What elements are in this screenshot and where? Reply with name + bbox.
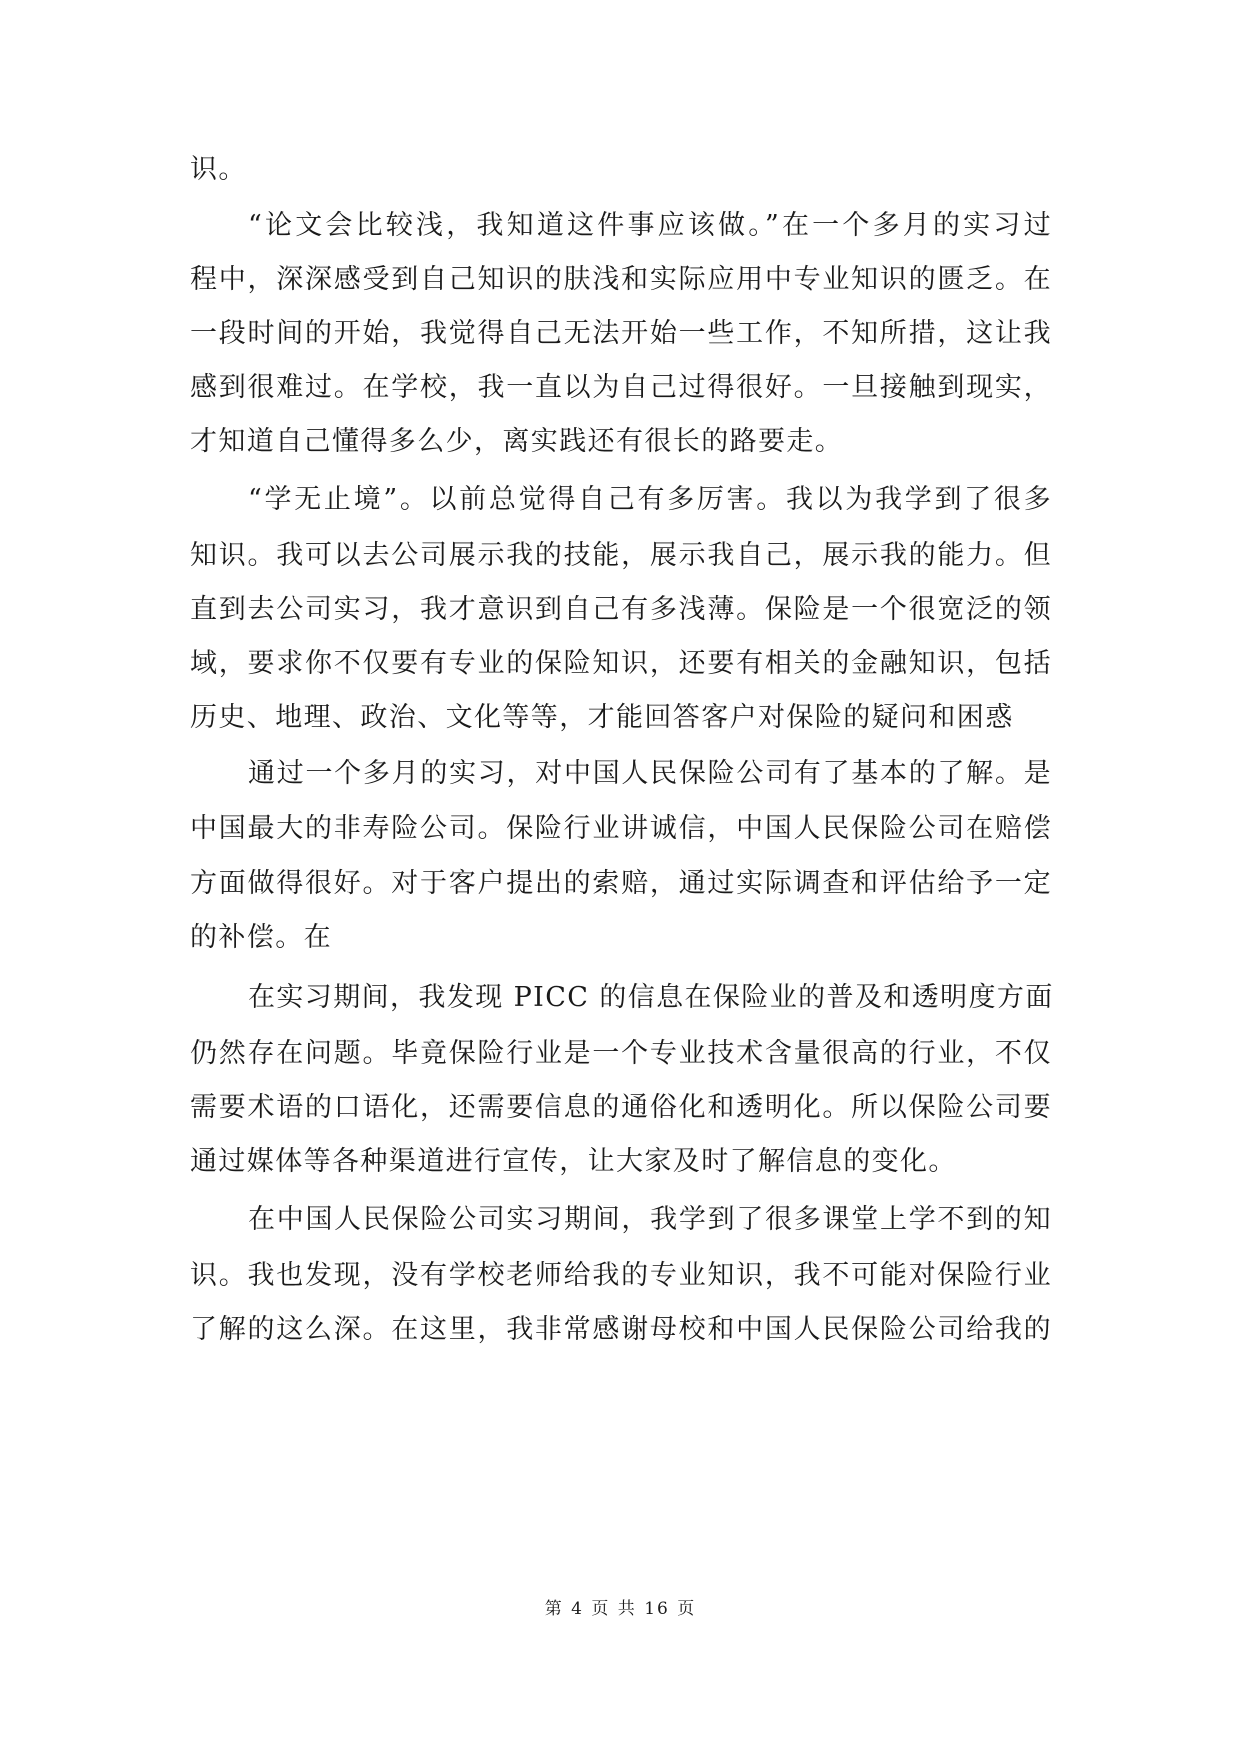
text-line: 通过一个多月的实习，对中国人民保险公司有了基本的了解。是	[248, 758, 1052, 789]
text-line: 在实习期间，我发现 PICC 的信息在保险业的普及和透明度方面	[248, 982, 1054, 1013]
text-line: “学无止境”。以前总觉得自己有多厉害。我以为我学到了很多	[248, 484, 1052, 515]
text-line: 知识。我可以去公司展示我的技能，展示我自己，展示我的能力。但	[190, 540, 1052, 571]
text-line: 直到去公司实习，我才意识到自己有多浅薄。保险是一个很宽泛的领	[190, 594, 1052, 625]
text-line: 一段时间的开始，我觉得自己无法开始一些工作，不知所措，这让我	[190, 318, 1052, 349]
text-line: 识。我也发现，没有学校老师给我的专业知识，我不可能对保险行业	[190, 1260, 1052, 1291]
text-line: 方面做得很好。对于客户提出的索赔，通过实际调查和评估给予一定	[190, 868, 1052, 899]
text-line: 历史、地理、政治、文化等等，才能回答客户对保险的疑问和困惑	[190, 702, 1014, 733]
text-line: 在中国人民保险公司实习期间，我学到了很多课堂上学不到的知	[248, 1204, 1052, 1235]
text-line: 识。	[190, 154, 247, 185]
text-line: 中国最大的非寿险公司。保险行业讲诚信，中国人民保险公司在赔偿	[190, 813, 1052, 844]
text-line: 仍然存在问题。毕竟保险行业是一个专业技术含量很高的行业，不仅	[190, 1038, 1052, 1069]
text-line: 才知道自己懂得多么少，离实践还有很长的路要走。	[190, 426, 844, 457]
text-line: 通过媒体等各种渠道进行宣传，让大家及时了解信息的变化。	[190, 1146, 957, 1177]
text-line: 程中，深深感受到自己知识的肤浅和实际应用中专业知识的匮乏。在	[190, 264, 1052, 295]
text-line: 的补偿。在	[190, 922, 332, 953]
text-line: 需要术语的口语化，还需要信息的通俗化和透明化。所以保险公司要	[190, 1092, 1052, 1123]
page-number-footer: 第 4 页 共 16 页	[544, 1599, 697, 1619]
text-line: 感到很难过。在学校，我一直以为自己过得很好。一旦接触到现实，	[190, 372, 1052, 403]
text-line: 域，要求你不仅要有专业的保险知识，还要有相关的金融知识，包括	[190, 648, 1052, 679]
text-line: “论文会比较浅，我知道这件事应该做。”在一个多月的实习过	[248, 210, 1052, 241]
text-line: 了解的这么深。在这里，我非常感谢母校和中国人民保险公司给我的	[190, 1314, 1052, 1345]
